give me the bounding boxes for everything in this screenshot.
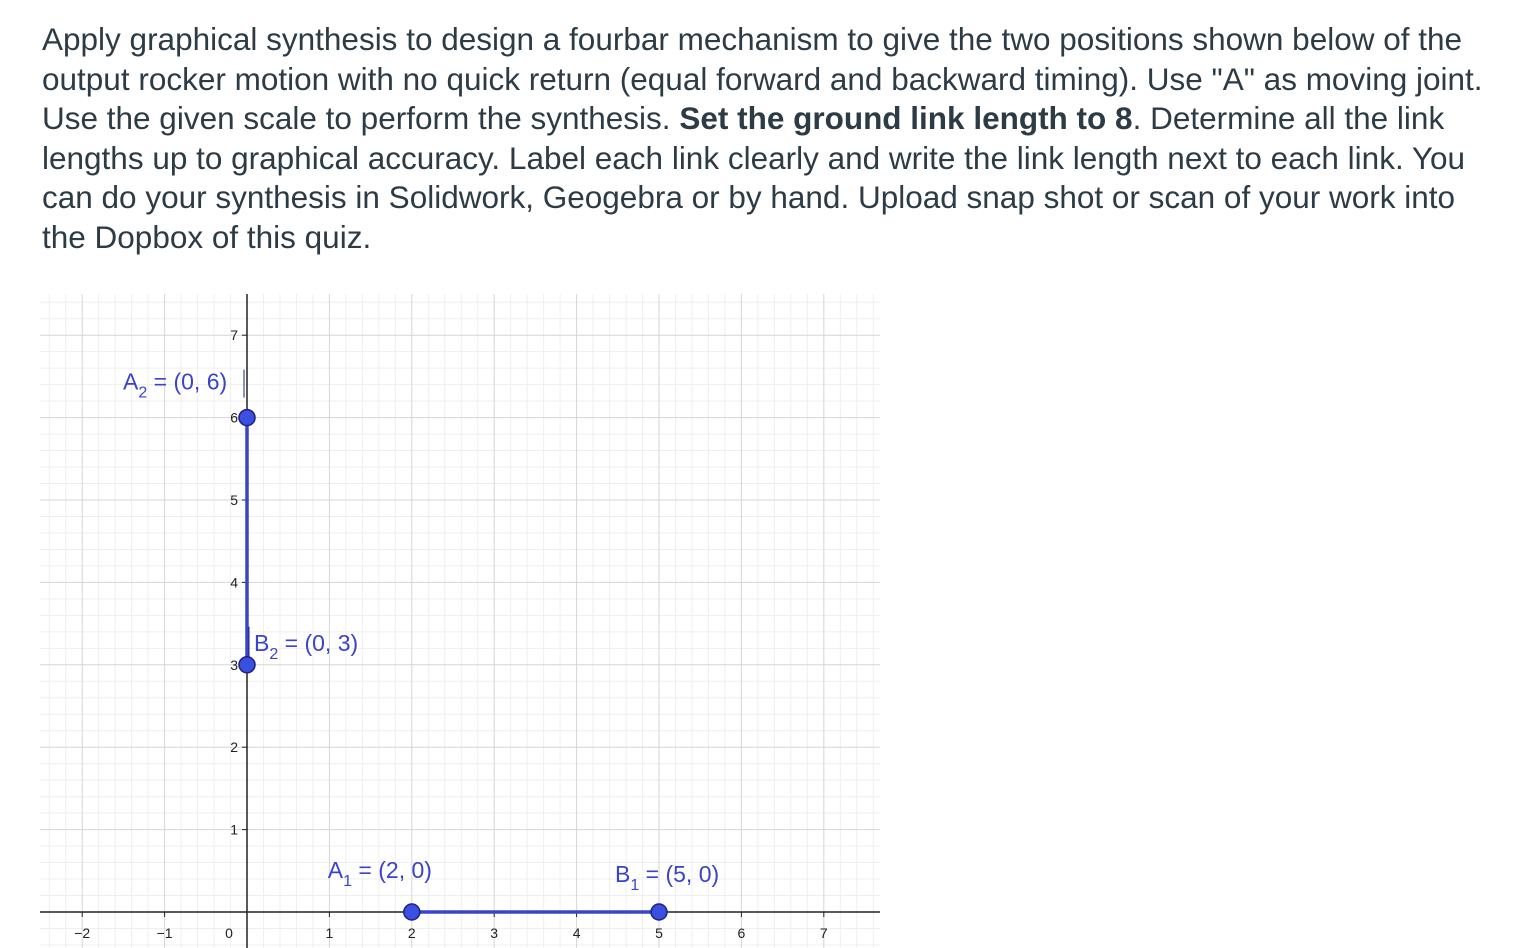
x-tick-label: 2 <box>407 925 416 941</box>
label-A1: $A_1 = (2$, 0) <box>327 857 432 890</box>
question-bold-requirement: Set the ground link length to 8 <box>679 100 1133 137</box>
point-A2 <box>239 410 255 426</box>
point-B2 <box>239 657 255 673</box>
y-tick-label: 1 <box>230 821 238 838</box>
x-tick-label: 4 <box>572 925 581 941</box>
tick-labels <box>74 327 828 941</box>
point-B1 <box>651 904 667 920</box>
question-text <box>42 20 1502 258</box>
coordinate-plot <box>40 294 880 948</box>
y-tick-label: 3 <box>230 656 238 673</box>
label-B2: $B_2 = (0$, 3) <box>254 629 359 663</box>
y-tick-label: 4 <box>230 574 238 591</box>
question-part-1: Apply graphical synthesis to design a fourbar mechanism to give the two positions shown below of the output rocker motion with no quick return (equal forward and backward timing). Use "A" as moving joint. Use the given scale to perform the synthesis. <box>42 21 1483 137</box>
question-part-2: . Determine all the link lengths up to graphical accuracy. Label each link clearly and write the link length next to each link. You can do your synthesis in Solidwork, Geogebra or by hand. Upload snap shot or scan of your work into the Dopbox of this quiz. <box>42 100 1466 255</box>
x-tick-label: 7 <box>819 925 828 941</box>
x-tick-label: 1 <box>325 925 334 941</box>
x-tick-label: −2 <box>74 925 91 941</box>
x-tick-label: 5 <box>655 925 663 941</box>
y-tick-label: 6 <box>230 409 238 426</box>
label-A2: $A_2 = (0$, 6) <box>123 368 228 402</box>
y-tick-label: 7 <box>230 327 238 344</box>
point-A1 <box>404 904 420 920</box>
x-tick-label: 6 <box>737 925 746 941</box>
fourbar-diagram <box>40 294 880 948</box>
y-tick-label: 2 <box>230 739 238 756</box>
x-tick-label: −1 <box>156 925 173 941</box>
y-tick-label: 5 <box>230 492 238 508</box>
label-B1: $B_1 = (5$, 0) <box>615 861 720 894</box>
point-labels <box>123 369 719 894</box>
x-tick-label: 3 <box>490 925 499 941</box>
x-tick-label: 0 <box>225 925 233 941</box>
